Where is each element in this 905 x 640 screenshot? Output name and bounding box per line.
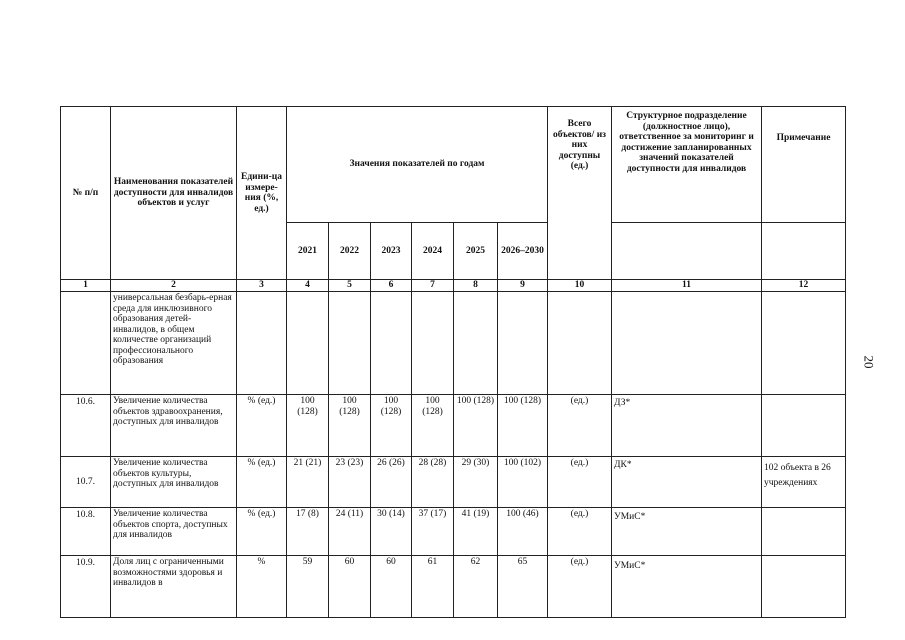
row-name: Увеличение количества объектов культуры, доступных для инвалидов (111, 457, 237, 508)
row-note: 102 объекта в 26 учреждениях (762, 457, 846, 508)
column-number: 8 (454, 280, 498, 292)
row-value (329, 292, 371, 395)
header-year-2022: 2022 (329, 223, 371, 280)
row-value (287, 292, 329, 395)
header-col-total: Всего объектов/ из них доступны (ед.) (548, 107, 612, 280)
row-total: (ед.) (548, 457, 612, 508)
row-unit: % (237, 556, 287, 618)
table-row (61, 457, 846, 508)
column-number: 4 (287, 280, 329, 292)
row-value: 100 (128) (412, 395, 454, 457)
row-value: 100 (46) (498, 508, 548, 556)
row-num: 10.9. (61, 556, 111, 618)
row-dept (612, 292, 762, 395)
row-value: 100 (128) (287, 395, 329, 457)
row-num: 10.8. (61, 508, 111, 556)
indicators-table (60, 106, 846, 618)
row-value: 24 (11) (329, 508, 371, 556)
row-value: 21 (21) (287, 457, 329, 508)
row-value: 60 (371, 556, 412, 618)
row-value: 62 (454, 556, 498, 618)
row-total (548, 292, 612, 395)
row-value: 65 (498, 556, 548, 618)
row-note (762, 395, 846, 457)
header-years-group: Значения показателей по годам (287, 107, 548, 223)
row-value: 41 (19) (454, 508, 498, 556)
row-dept: ДЗ* (612, 395, 762, 457)
row-value (371, 292, 412, 395)
table-row (61, 556, 846, 618)
column-number: 10 (548, 280, 612, 292)
row-note (762, 556, 846, 618)
row-value: 26 (26) (371, 457, 412, 508)
header-col-note-empty (762, 223, 846, 280)
header-col-note: Примечание (762, 107, 846, 223)
column-number: 1 (61, 280, 111, 292)
header-col-unit: Едини-ца измере-ния (%, ед.) (237, 107, 287, 280)
header-col-dept: Структурное подразделение (должностное лицо), ответственное за мониторинг и достижение запланированных значений показателей доступности для инвалидов (612, 107, 762, 223)
header-year-2024: 2024 (412, 223, 454, 280)
row-value: 29 (30) (454, 457, 498, 508)
row-value: 100 (128) (371, 395, 412, 457)
row-value: 17 (8) (287, 508, 329, 556)
row-value: 23 (23) (329, 457, 371, 508)
row-num: 10.7. (61, 457, 111, 508)
column-number: 11 (612, 280, 762, 292)
row-dept: УМиС* (612, 508, 762, 556)
row-num (61, 292, 111, 395)
column-number: 12 (762, 280, 846, 292)
page-number: 20 (861, 355, 877, 369)
table-row (61, 292, 846, 395)
row-name: Увеличение количества объектов здравоохранения, доступных для инвалидов (111, 395, 237, 457)
row-unit: % (ед.) (237, 395, 287, 457)
header-year-2023: 2023 (371, 223, 412, 280)
column-number: 3 (237, 280, 287, 292)
header-col-num: № п/п (61, 107, 111, 280)
row-value: 37 (17) (412, 508, 454, 556)
header-year-2021: 2021 (287, 223, 329, 280)
row-total: (ед.) (548, 395, 612, 457)
row-value: 61 (412, 556, 454, 618)
header-year-2026-2030: 2026–2030 (498, 223, 548, 280)
header-year-2025: 2025 (454, 223, 498, 280)
row-value: 28 (28) (412, 457, 454, 508)
row-value: 100 (128) (454, 395, 498, 457)
column-number: 6 (371, 280, 412, 292)
row-unit: % (ед.) (237, 457, 287, 508)
row-name: Доля лиц с ограниченными возможностями здоровья и инвалидов в (111, 556, 237, 618)
row-value: 100 (128) (498, 395, 548, 457)
row-name: Увеличение количества объектов спорта, доступных для инвалидов (111, 508, 237, 556)
row-value: 59 (287, 556, 329, 618)
row-note (762, 508, 846, 556)
row-value (498, 292, 548, 395)
column-number: 5 (329, 280, 371, 292)
row-dept: УМиС* (612, 556, 762, 618)
header-col-name: Наименования показателей доступности для инвалидов объектов и услуг (111, 107, 237, 280)
column-number: 7 (412, 280, 454, 292)
header-col-dept-empty (612, 223, 762, 280)
row-value: 30 (14) (371, 508, 412, 556)
row-unit: % (ед.) (237, 508, 287, 556)
row-name: универсальная безбарь-ерная среда для инклюзивного образования детей-инвалидов, в общем количестве организаций профессионального образования (111, 292, 237, 395)
table-row (61, 508, 846, 556)
row-value (454, 292, 498, 395)
row-num: 10.6. (61, 395, 111, 457)
row-total: (ед.) (548, 508, 612, 556)
row-note (762, 292, 846, 395)
row-value (412, 292, 454, 395)
row-value: 60 (329, 556, 371, 618)
column-number: 9 (498, 280, 548, 292)
row-total: (ед.) (548, 556, 612, 618)
table-row (61, 395, 846, 457)
row-unit (237, 292, 287, 395)
column-number: 2 (111, 280, 237, 292)
row-value: 100 (128) (329, 395, 371, 457)
row-dept: ДК* (612, 457, 762, 508)
row-value: 100 (102) (498, 457, 548, 508)
